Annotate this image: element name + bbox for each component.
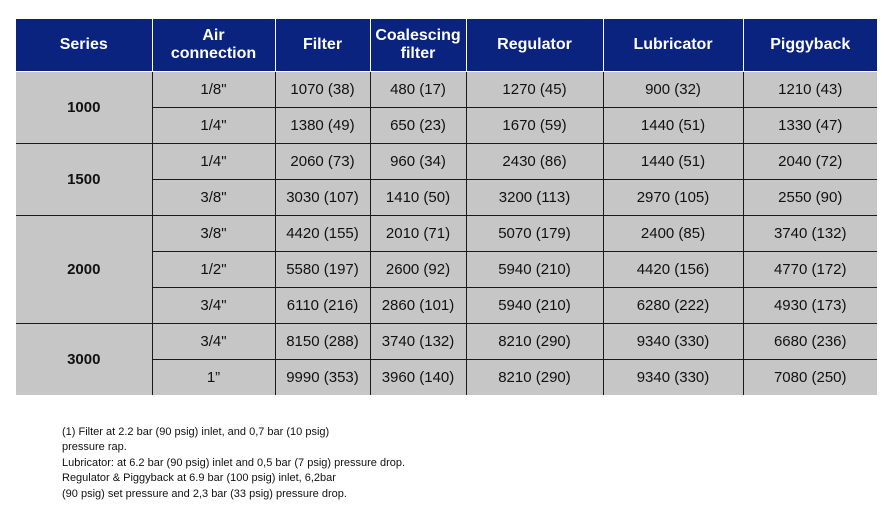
- filter-cell: 8150 (288): [275, 324, 370, 360]
- regulator-cell: 8210 (290): [466, 360, 603, 396]
- coalescing-filter-cell: 960 (34): [370, 144, 466, 180]
- coalescing-filter-cell: 3960 (140): [370, 360, 466, 396]
- lubricator-cell: 6280 (222): [603, 288, 743, 324]
- header-line1: Series: [59, 36, 108, 53]
- regulator-header: [466, 19, 603, 72]
- regulator-cell: 1670 (59): [466, 108, 603, 144]
- air-connection-cell: 3/4": [152, 288, 275, 324]
- footnote-line: (1) Filter at 2.2 bar (90 psig) inlet, and 0,7 bar (10 psig): [62, 426, 330, 438]
- filter-cell: 4420 (155): [275, 216, 370, 252]
- footnote-line: pressure rap.: [62, 441, 127, 454]
- header-line2: connection: [170, 45, 257, 62]
- footnote-line: Regulator & Piggyback at 6.9 bar (100 psig) inlet, 6,2bar: [62, 472, 336, 485]
- air-connection-cell: 1/4": [152, 144, 275, 180]
- piggyback-cell: 7080 (250): [743, 360, 877, 396]
- coalescing-filter-cell: 2860 (101): [370, 288, 466, 324]
- coalescing-filter-header: [370, 19, 466, 72]
- lubricator-cell: 1440 (51): [603, 108, 743, 144]
- header-line1: Regulator: [497, 36, 572, 53]
- header-row: [16, 19, 877, 72]
- coalescing-filter-cell: 2010 (71): [370, 216, 466, 252]
- lubricator-cell: 4420 (156): [603, 252, 743, 288]
- filter-cell: 2060 (73): [275, 144, 370, 180]
- air-connection-cell: 1/2": [152, 252, 275, 288]
- lubricator-cell: 2970 (105): [603, 180, 743, 216]
- footnote-line: (90 psig) set pressure and 2,3 bar (33 psig) pressure drop.: [62, 487, 347, 500]
- flow-rate-table: [16, 19, 877, 395]
- header-line1: Lubricator: [633, 36, 713, 53]
- coalescing-filter-cell: 3740 (132): [370, 324, 466, 360]
- series-cell: 1500: [16, 144, 152, 216]
- filter-cell: 5580 (197): [275, 252, 370, 288]
- filter-header: [275, 19, 370, 72]
- regulator-cell: 1270 (45): [466, 72, 603, 108]
- lubricator-cell: 9340 (330): [603, 360, 743, 396]
- table-row: [16, 216, 877, 252]
- air-connection-cell: 3/8": [152, 216, 275, 252]
- header-line1: Piggyback: [770, 36, 851, 53]
- piggyback-cell: 3740 (132): [743, 216, 877, 252]
- air-connection-cell: 1/4": [152, 108, 275, 144]
- piggyback-cell: 2040 (72): [743, 144, 877, 180]
- piggyback-cell: 4930 (173): [743, 288, 877, 324]
- regulator-cell: 5940 (210): [466, 288, 603, 324]
- lubricator-header: [603, 19, 743, 72]
- lubricator-cell: 2400 (85): [603, 216, 743, 252]
- header-line1: Filter: [302, 36, 343, 53]
- footnotes: [62, 425, 522, 502]
- regulator-cell: 8210 (290): [466, 324, 603, 360]
- lubricator-cell: 900 (32): [603, 72, 743, 108]
- lubricator-cell: 9340 (330): [603, 324, 743, 360]
- table-row: [16, 324, 877, 360]
- regulator-cell: 3200 (113): [466, 180, 603, 216]
- coalescing-filter-cell: 1410 (50): [370, 180, 466, 216]
- filter-cell: 1070 (38): [275, 72, 370, 108]
- piggyback-cell: 1330 (47): [743, 108, 877, 144]
- air-connection-header: [152, 19, 275, 72]
- header-line1: Coalescing: [375, 27, 461, 44]
- header-line2: filter: [400, 45, 436, 62]
- coalescing-filter-cell: 480 (17): [370, 72, 466, 108]
- coalescing-filter-cell: 2600 (92): [370, 252, 466, 288]
- air-connection-cell: 1/8": [152, 72, 275, 108]
- series-header: [16, 19, 152, 72]
- table-row: [16, 144, 877, 180]
- air-connection-cell: 3/8": [152, 180, 275, 216]
- regulator-cell: 5070 (179): [466, 216, 603, 252]
- piggyback-cell: 1210 (43): [743, 72, 877, 108]
- filter-cell: 3030 (107): [275, 180, 370, 216]
- filter-cell: 6110 (216): [275, 288, 370, 324]
- footnote-line: Lubricator: at 6.2 bar (90 psig) inlet and 0,5 bar (7 psig) pressure drop.: [62, 456, 406, 469]
- series-cell: 2000: [16, 216, 152, 324]
- table-row: [16, 72, 877, 108]
- regulator-cell: 5940 (210): [466, 252, 603, 288]
- piggyback-cell: 6680 (236): [743, 324, 877, 360]
- series-cell: 1000: [16, 72, 152, 144]
- air-connection-cell: 1”: [152, 360, 275, 396]
- header-line1: Air: [202, 27, 225, 44]
- table-body: [16, 72, 877, 396]
- air-connection-cell: 3/4": [152, 324, 275, 360]
- piggyback-cell: 4770 (172): [743, 252, 877, 288]
- regulator-cell: 2430 (86): [466, 144, 603, 180]
- filter-cell: 9990 (353): [275, 360, 370, 396]
- coalescing-filter-cell: 650 (23): [370, 108, 466, 144]
- filter-cell: 1380 (49): [275, 108, 370, 144]
- series-cell: 3000: [16, 324, 152, 396]
- piggyback-cell: 2550 (90): [743, 180, 877, 216]
- piggyback-header: [743, 19, 877, 72]
- lubricator-cell: 1440 (51): [603, 144, 743, 180]
